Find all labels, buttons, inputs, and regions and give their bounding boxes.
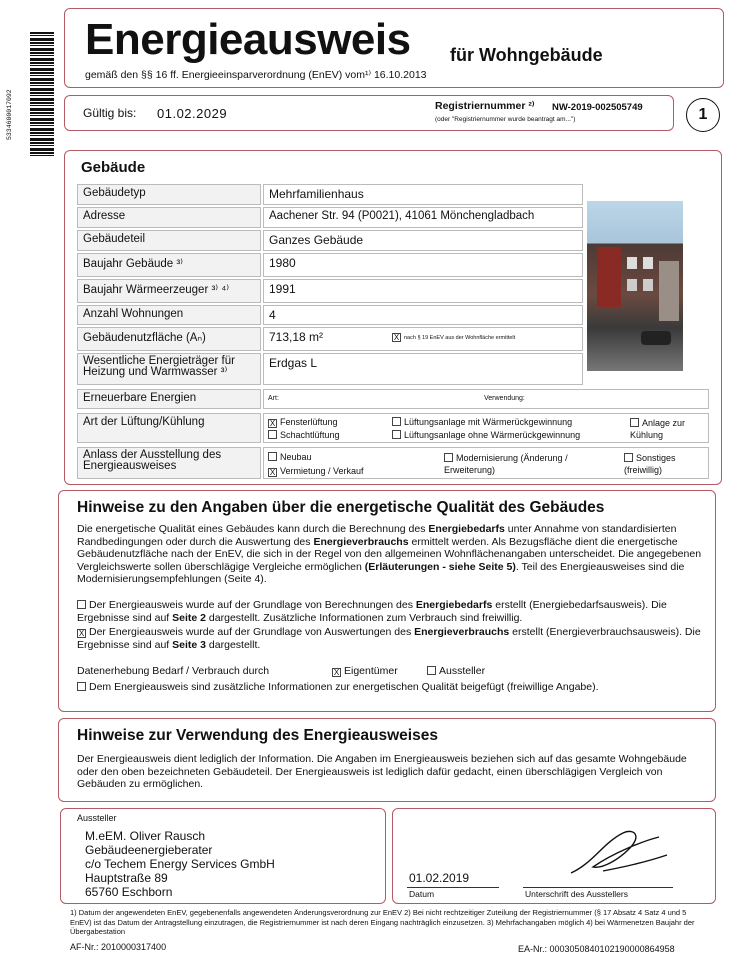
af-number: AF-Nr.: 2010000317400 bbox=[70, 942, 167, 952]
barcode bbox=[30, 32, 54, 156]
area-note: X nach § 19 EnEV aus der Wohnfläche ermittelt bbox=[393, 333, 516, 342]
row-label-area: Gebäudenutzfläche (Aₙ) bbox=[77, 327, 261, 351]
row-value-year-building: 1980 bbox=[263, 253, 583, 277]
extra-info: Dem Energieausweis sind zusätzliche Informationen zur energetischen Qualität beigefügt (freiwillige Angabe). bbox=[77, 681, 707, 694]
row-label-energy-carrier: Wesentliche Energieträger für Heizung und Warmwasser ³⁾ bbox=[77, 353, 261, 385]
quality-hints-intro: Die energetische Qualität eines Gebäudes kann durch die Berechnung des Energiebedarfs unter Annahme von standardisierten Randbedingungen oder durch die Auswertung des Energieverbrauchs ermittelt werden. Als Bezugsfläche dient die energetische Gebäudenutzfläche nach der EnEV, die sich in der Regel von den allgemeinen Wohnflächenangaben unterscheidet. Die angegebenen Vergleichswerte sollen überschlägige Vergleiche ermöglichen (Erläuterungen - siehe Seite 5). Teil des Energieausweises sind die Modernisierungsempfehlungen (Seite 4). bbox=[77, 523, 702, 585]
footnotes: 1) Datum der angewendeten EnEV, gegebenenfalls angewendeten Änderungsverordnung zur EnEV 2) Bei nicht rechtzeitiger Zuteilung der Registriernummer (§ 17 Absatz 4 Satz 4 und 5 EnEV) ist das Datum der Antragstellung einzutragen, die Registriernummer ist nach deren Eingang nachträglich einzusetzen. 3) Mehrfachangaben möglich 4) bei Wärmenetzen Baujahr der Übergabestation bbox=[70, 908, 695, 936]
usage-hints-text: Der Energieausweis dient lediglich der Information. Die Angaben im Energieausweis beziehen sich auf das gesamte Wohngebäude oder den oben bezeichneten Gebäudeteil. Der Energieausweis ist lediglich dafür gedacht, einen überschlägigen Vergleich von Gebäuden zu ermöglichen. bbox=[77, 753, 687, 790]
vent-window-checkbox[interactable]: X bbox=[269, 419, 276, 428]
data-collection-row bbox=[77, 665, 707, 678]
signature-box bbox=[392, 808, 716, 904]
vent-without-recovery-checkbox[interactable] bbox=[392, 430, 401, 439]
data-issuer: Aussteller bbox=[427, 665, 485, 678]
building-photo bbox=[587, 201, 683, 371]
row-value-renewables bbox=[263, 389, 709, 409]
data-collection-label: Datenerhebung Bedarf / Verbrauch durch bbox=[77, 665, 270, 677]
issuer-line: M.eEM. Oliver Rausch bbox=[85, 829, 206, 843]
issuer-label: Aussteller bbox=[77, 813, 117, 823]
document-title: Energieausweis bbox=[85, 15, 411, 64]
usage-hints-title: Hinweise zur Verwendung des Energieausweises bbox=[77, 727, 438, 744]
reason-rental: X Vermietung / Verkauf bbox=[269, 466, 364, 477]
quality-hints-section bbox=[58, 490, 716, 712]
row-value-address: Aachener Str. 94 (P0021), 41061 Mönchengladbach bbox=[263, 207, 583, 228]
vent-cooling: Anlage zur Kühlung bbox=[630, 418, 686, 440]
issuer-box bbox=[60, 808, 386, 904]
vent-cooling-checkbox[interactable] bbox=[630, 418, 639, 427]
registration-label: Registriernummer ²⁾ bbox=[435, 100, 535, 112]
row-label-address: Adresse bbox=[77, 207, 261, 228]
row-label-type: Gebäudetyp bbox=[77, 184, 261, 205]
data-owner: X Eigentümer bbox=[333, 665, 398, 677]
option-demand: Der Energieausweis wurde auf der Grundlage von Berechnungen des Energiebedarfs erstellt (Energiebedarfsausweis). Die Ergebnisse sind auf Seite 2 dargestellt. Zusätzliche Informationen zum Verbrauch sind freiwillig. bbox=[77, 599, 667, 624]
renewables-type: Art: bbox=[268, 395, 279, 402]
data-owner-checkbox[interactable]: X bbox=[333, 668, 340, 677]
valid-date: 01.02.2029 bbox=[157, 106, 228, 121]
signature bbox=[563, 823, 673, 883]
row-value-ventilation bbox=[263, 413, 709, 443]
registration-number: NW-2019-002505749 bbox=[552, 102, 643, 113]
row-label-year-building: Baujahr Gebäude ³⁾ bbox=[77, 253, 261, 277]
document-subtitle: für Wohngebäude bbox=[450, 45, 603, 65]
area-checkbox[interactable]: X bbox=[393, 333, 400, 342]
row-value-area bbox=[263, 327, 583, 351]
ea-number: EA-Nr.: 000305084010219000086495​8 bbox=[518, 944, 675, 954]
validity-box bbox=[64, 95, 674, 131]
row-label-renewables: Erneuerbare Energien bbox=[77, 389, 261, 409]
row-label-reason: Anlass der Ausstellung des Energieausweises bbox=[77, 447, 261, 479]
reason-modern: Modernisierung (Änderung / Erweiterung) bbox=[444, 453, 568, 475]
extra-info-checkbox[interactable] bbox=[77, 682, 86, 691]
row-value-energy-carrier: Erdgas L bbox=[263, 353, 583, 385]
option-demand-checkbox[interactable] bbox=[77, 600, 86, 609]
row-label-units: Anzahl Wohnungen bbox=[77, 305, 261, 325]
issuer-line: Gebäudeenergieberater bbox=[85, 843, 213, 857]
date-label: Datum bbox=[409, 889, 435, 899]
header-box bbox=[64, 8, 724, 88]
building-section bbox=[64, 150, 722, 485]
reason-other-checkbox[interactable] bbox=[624, 453, 633, 462]
reason-modern-checkbox[interactable] bbox=[444, 453, 453, 462]
reason-new: Neubau bbox=[268, 452, 312, 462]
vent-with-recovery-checkbox[interactable] bbox=[392, 417, 401, 426]
row-value-part: Ganzes Gebäude bbox=[263, 230, 583, 251]
area-value: 713,18 m² bbox=[269, 330, 324, 344]
row-value-reason bbox=[263, 447, 709, 479]
legal-basis: gemäß den §§ 16 ff. Energieeinsparverordnung (EnEV) vom¹⁾ 16.10.2013 bbox=[85, 69, 427, 81]
vent-with-recovery: Lüftungsanlage mit Wärmerückgewinnung bbox=[392, 417, 572, 427]
vent-shaft-checkbox[interactable] bbox=[268, 430, 277, 439]
data-issuer-checkbox[interactable] bbox=[427, 666, 436, 675]
row-value-units: 4 bbox=[263, 305, 583, 325]
option-consumption: X Der Energieausweis wurde auf der Grundlage von Auswertungen des Energieverbrauchs erstellt (Energieverbrauchsausweis). Die Ergebnisse sind auf Seite 3 dargestellt. bbox=[77, 626, 701, 651]
quality-hints-title: Hinweise zu den Angaben über die energetische Qualität des Gebäudes bbox=[77, 499, 605, 516]
reason-rental-checkbox[interactable]: X bbox=[269, 468, 276, 477]
row-value-type: Mehrfamilienhaus bbox=[263, 184, 583, 205]
vent-without-recovery: Lüftungsanlage ohne Wärmerückgewinnung bbox=[392, 430, 580, 440]
barcode-number: 5334600017092 bbox=[6, 89, 13, 140]
usage-hints-section bbox=[58, 718, 716, 802]
renewables-use: Verwendung: bbox=[484, 395, 525, 402]
option-consumption-checkbox[interactable]: X bbox=[78, 629, 85, 638]
issue-date: 01.02.2019 bbox=[409, 871, 470, 885]
row-label-part: Gebäudeteil bbox=[77, 230, 261, 251]
page-number: 1 bbox=[686, 98, 720, 132]
issuer-line: Hauptstraße 89 bbox=[85, 871, 168, 885]
vent-shaft: Schachtlüftung bbox=[268, 430, 340, 440]
building-title: Gebäude bbox=[81, 159, 146, 176]
reason-new-checkbox[interactable] bbox=[268, 452, 277, 461]
reason-other: Sonstiges (freiwillig) bbox=[624, 453, 676, 475]
signature-label: Unterschrift des Ausstellers bbox=[525, 889, 628, 899]
row-label-ventilation: Art der Lüftung/Kühlung bbox=[77, 413, 261, 443]
vent-window: X Fensterlüftung bbox=[269, 417, 338, 428]
issuer-line: 65760 Eschborn bbox=[85, 885, 173, 899]
valid-label: Gültig bis: bbox=[83, 106, 137, 120]
issuer-line: c/o Techem Energy Services GmbH bbox=[85, 857, 275, 871]
row-value-year-generator: 1991 bbox=[263, 279, 583, 303]
registration-note: (oder "Registriernummer wurde beantragt am...") bbox=[435, 116, 576, 123]
row-label-year-generator: Baujahr Wärmeerzeuger ³⁾ ⁴⁾ bbox=[77, 279, 261, 303]
